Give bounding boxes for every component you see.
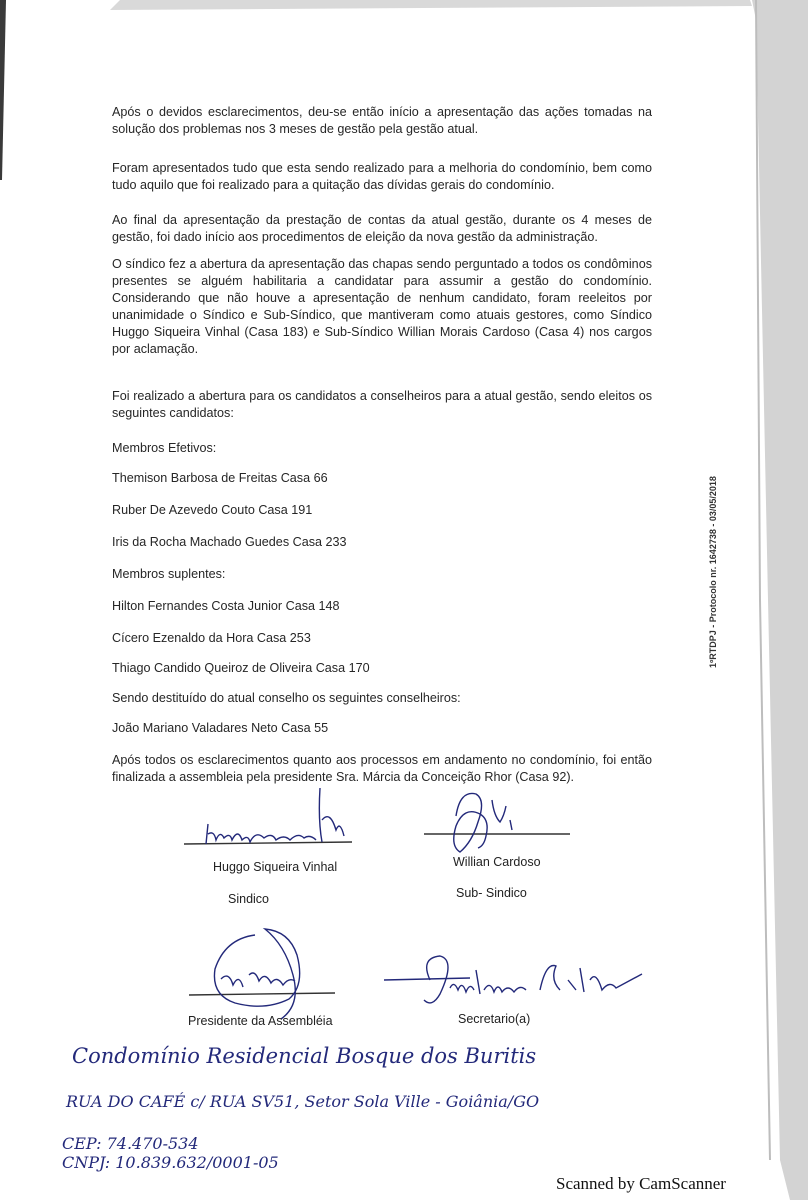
suplentes-heading: Membros suplentes: (112, 567, 226, 581)
registry-stamp (706, 440, 722, 670)
sindico-signature (180, 780, 360, 860)
paragraph-1: Após o devidos esclarecimentos, deu-se então início a apresentação das ações tomadas na solução dos problemas nos 3 meses de gestão pela gestão atual. (112, 105, 652, 136)
paragraph-4: O síndico fez a abertura da apresentação das chapas sendo perguntado a todos os condôminos presentes se alguém habilitaria a candidatar para assumir a gestão do condomínio. Considerando que não houve a apresentação de nenhum candidato, foram reeleitos por unanimidade o Síndico e Sub-Síndico, que mantiveram como atuais gestores, como Síndico Huggo Siqueira Vinhal (Casa 183) e Sub-Síndico Willian Morais Cardoso (Casa 4) nos cargos por aclamação. (112, 257, 652, 356)
handwritten-cep: CEP: 74.470-534 (62, 1134, 199, 1153)
subsindico-signature (420, 786, 580, 866)
secretario-role: Secretario(a) (458, 1012, 531, 1026)
paragraph-3: Ao final da apresentação da prestação de contas da atual gestão, durante os 4 meses de gestão, foi dado início aos procedimentos de eleição da nova gestão da administração. (112, 213, 652, 244)
subsindico-name: Willian Cardoso (453, 855, 541, 869)
handwritten-condominio: Condomínio Residencial Bosque dos Buritis (72, 1044, 537, 1068)
destituido-text: Sendo destituído do atual conselho os seguintes conselheiros: (112, 691, 461, 705)
sindico-name: Huggo Siqueira Vinhal (213, 860, 338, 874)
paragraph-5: Foi realizado a abertura para os candidatos a conselheiros para a atual gestão, sendo eleitos os seguintes candidatos: (112, 389, 652, 420)
registry-stamp-text: 1ºRTDPJ - Protocolo nr. 1642738 - 03/05/2018 (708, 476, 718, 668)
efetivo-member: Iris da Rocha Machado Guedes Casa 233 (112, 535, 347, 549)
efetivo-member: Ruber De Azevedo Couto Casa 191 (112, 503, 313, 517)
secretario-signature (380, 950, 660, 1020)
closing-paragraph: Após todos os esclarecimentos quanto aos processos em andamento no condomínio, foi então finalizada a assembleia pela presidente Sra. Márcia da Conceição Rhor (Casa 92). (112, 753, 652, 784)
paragraph-2: Foram apresentados tudo que esta sendo realizado para a melhoria do condomínio, bem como tudo aquilo que foi realizado para a quitação das dívidas gerais do condomínio. (112, 161, 652, 192)
destituido-member: João Mariano Valadares Neto Casa 55 (112, 721, 329, 735)
presidente-role: Presidente da Assembléia (188, 1014, 333, 1028)
suplente-member: Thiago Candido Queiroz de Oliveira Casa 170 (112, 661, 370, 675)
suplente-member: Hilton Fernandes Costa Junior Casa 148 (112, 599, 340, 613)
handwritten-address: RUA DO CAFÉ c/ RUA SV51, Setor Sola Ville - Goiânia/GO (66, 1092, 540, 1111)
efetivos-heading: Membros Efetivos: (112, 441, 217, 455)
sindico-role: Sindico (228, 892, 269, 906)
subsindico-role: Sub- Sindico (456, 886, 527, 900)
handwritten-cnpj: CNPJ: 10.839.632/0001-05 (62, 1153, 279, 1172)
camscanner-footer: Scanned by CamScanner (556, 1174, 726, 1193)
efetivo-member: Themison Barbosa de Freitas Casa 66 (112, 471, 328, 485)
suplente-member: Cícero Ezenaldo da Hora Casa 253 (112, 631, 311, 645)
presidente-signature (185, 915, 345, 1025)
